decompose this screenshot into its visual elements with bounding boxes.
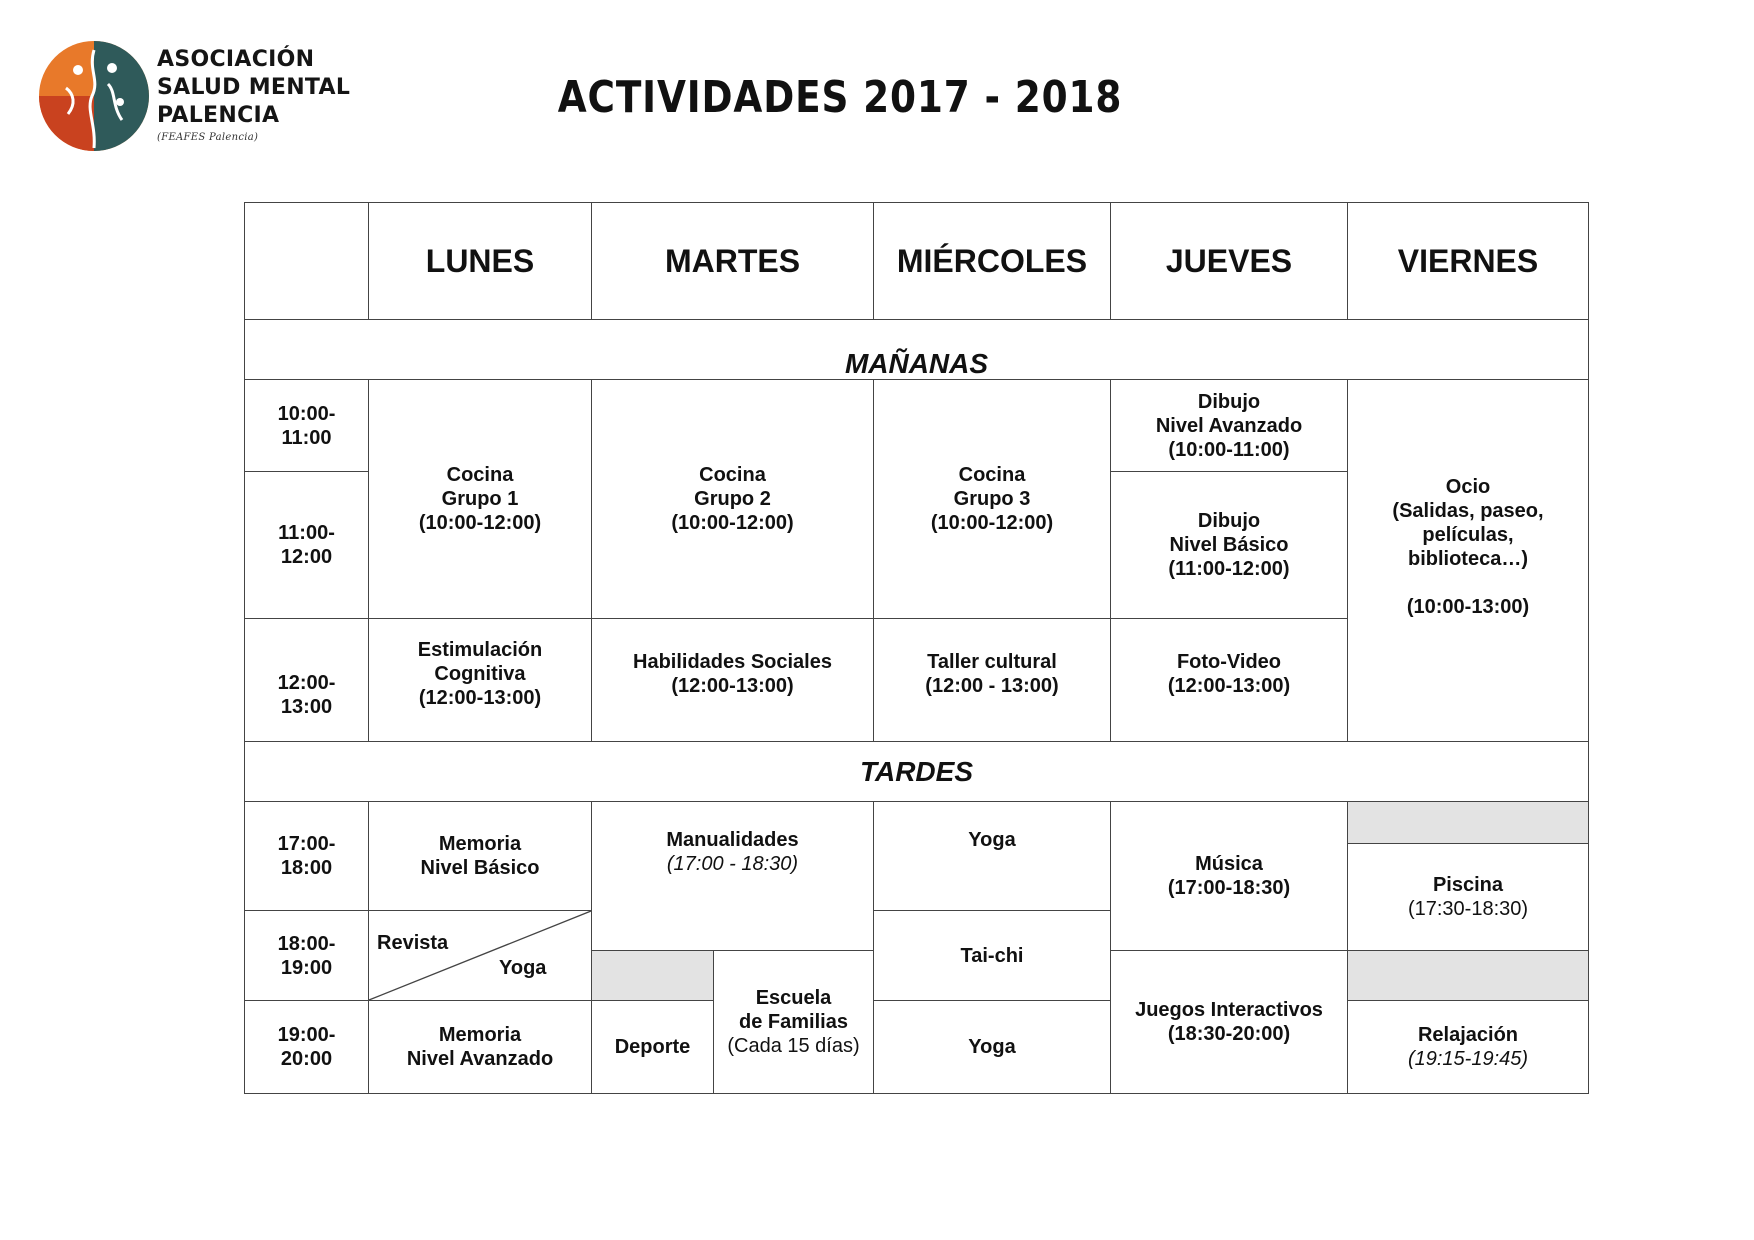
org-line-2: SALUD MENTAL: [157, 75, 351, 100]
activity-dibujo-basico: [1110, 471, 1348, 619]
activity-cocina-grupo-1: [368, 379, 592, 619]
activity-text: Memoria Nivel Básico: [420, 833, 540, 879]
activity-text: Dibujo Nivel Avanzado (10:00-11:00): [1155, 390, 1303, 461]
day-label: LUNES: [425, 243, 535, 279]
time-19-20: [244, 1000, 369, 1094]
activity-estimulacion-cognitiva: [368, 618, 592, 742]
day-header-jueves: [1110, 202, 1348, 320]
activity-revista-yoga-split: [368, 910, 592, 1001]
activity-time: (10:00-13:00): [1406, 595, 1530, 618]
time-11-12: [244, 471, 369, 619]
activity-text: Relajación: [1417, 1024, 1519, 1046]
section-label: MAÑANAS: [844, 348, 989, 379]
activity-text: Manualidades: [666, 829, 799, 851]
day-label: VIERNES: [1397, 243, 1539, 279]
activity-text: Taller cultural (12:00 - 13:00): [925, 651, 1059, 697]
activity-musica: [1110, 801, 1348, 951]
activity-text: Foto-Video (12:00-13:00): [1167, 651, 1291, 697]
corner-cell: [244, 202, 369, 320]
day-header-martes: [591, 202, 874, 320]
activity-time: (19:15-19:45): [1407, 1048, 1529, 1070]
activity-juegos-interactivos: [1110, 950, 1348, 1094]
activity-foto-video: [1110, 618, 1348, 742]
activity-ocio: [1347, 379, 1589, 742]
day-header-miercoles: [873, 202, 1111, 320]
activity-cocina-grupo-2: [591, 379, 874, 619]
section-afternoon: [244, 741, 1589, 802]
schedule-table: [244, 202, 1589, 1094]
activity-time: (17:00 - 18:30): [666, 853, 799, 875]
activity-memoria-avanzado: [368, 1000, 592, 1094]
activity-text: Cocina Grupo 1 (10:00-12:00): [418, 464, 542, 534]
empty-slot: [591, 950, 714, 1001]
empty-slot: [1347, 801, 1589, 844]
time-label: 10:00- 11:00: [277, 402, 336, 449]
activity-text: Escuela de Familias: [739, 987, 848, 1033]
empty-slot: [1347, 950, 1589, 1001]
org-line-1: ASOCIACIÓN: [157, 47, 315, 72]
time-10-11: [244, 379, 369, 472]
activity-revista: Revista: [377, 932, 449, 954]
time-label: 12:00- 13:00: [277, 672, 336, 718]
activity-manualidades: [591, 801, 874, 951]
page-title: ACTIVIDADES 2017 - 2018: [557, 72, 1123, 123]
activity-memoria-basico: [368, 801, 592, 911]
activity-text: Habilidades Sociales (12:00-13:00): [633, 651, 832, 697]
activity-text: Ocio (Salidas, paseo, películas, biblioteca…): [1392, 475, 1544, 570]
section-morning: [244, 319, 1589, 380]
day-header-viernes: [1347, 202, 1589, 320]
activity-text: Dibujo Nivel Básico (11:00-12:00): [1168, 510, 1290, 580]
day-label: MARTES: [664, 243, 801, 279]
activity-text: Yoga: [968, 829, 1016, 851]
time-label: 17:00- 18:00: [277, 833, 336, 879]
time-label: 11:00- 12:00: [278, 522, 335, 568]
day-label: JUEVES: [1165, 243, 1293, 279]
section-label: TARDES: [859, 755, 974, 787]
activity-text: Juegos Interactivos (18:30-20:00): [1135, 999, 1323, 1045]
activity-text: Cocina Grupo 2 (10:00-12:00): [671, 464, 794, 534]
day-header-lunes: [368, 202, 592, 320]
activity-time: (Cada 15 días): [727, 1035, 860, 1057]
time-18-19: [244, 910, 369, 1001]
activity-tai-chi: [873, 910, 1111, 1001]
activity-piscina: [1347, 843, 1589, 951]
time-label: 18:00- 19:00: [277, 932, 336, 979]
activity-yoga-1: [873, 801, 1111, 911]
activity-text: Piscina: [1432, 874, 1504, 896]
diagonal-divider-icon: [369, 911, 591, 1000]
org-subtitle: (FEAFES Palencia): [157, 132, 259, 143]
activity-text: Música (17:00-18:30): [1167, 853, 1291, 899]
activity-text: Cocina Grupo 3 (10:00-12:00): [930, 464, 1054, 534]
activity-taller-cultural: [873, 618, 1111, 742]
day-label: MIÉRCOLES: [896, 243, 1088, 279]
time-12-13: [244, 618, 369, 742]
activity-text: Yoga: [968, 1036, 1016, 1058]
activity-text: Estimulación Cognitiva (12:00-13:00): [417, 639, 543, 709]
activity-time: (17:30-18:30): [1407, 898, 1529, 920]
time-17-18: [244, 801, 369, 911]
activity-text: Deporte: [614, 1036, 691, 1058]
org-line-3: PALENCIA: [157, 103, 280, 128]
activity-dibujo-avanzado: [1110, 379, 1348, 472]
time-label: 19:00- 20:00: [277, 1024, 336, 1070]
activity-escuela-familias: [713, 950, 874, 1094]
activity-habilidades-sociales: [591, 618, 874, 742]
activity-yoga-2: [873, 1000, 1111, 1094]
activity-cocina-grupo-3: [873, 379, 1111, 619]
activity-relajacion: [1347, 1000, 1589, 1094]
activity-deporte: [591, 1000, 714, 1094]
activity-text: Tai-chi: [960, 944, 1024, 967]
activity-text: Memoria Nivel Avanzado: [406, 1024, 554, 1070]
activity-yoga-split: Yoga: [499, 957, 547, 979]
